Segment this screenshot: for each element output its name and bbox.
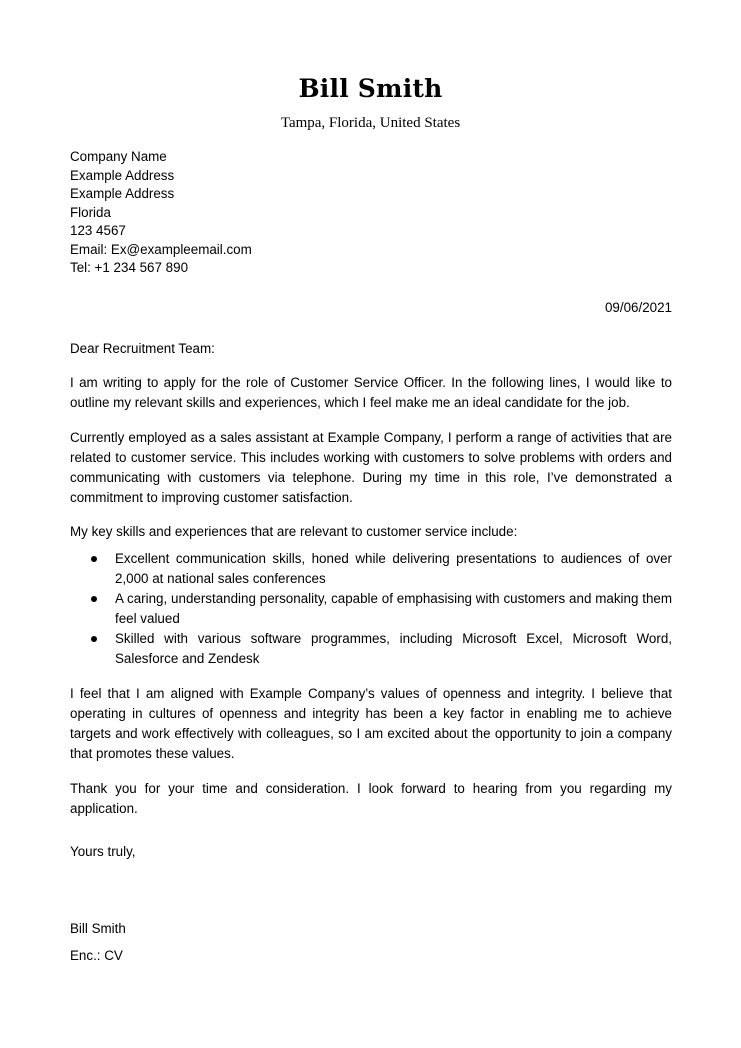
paragraph-thanks <box>70 779 672 819</box>
skill-text: Excellent communication skills, honed while delivering presentations to audiences of over 2,000 at national sales conferences <box>115 551 672 586</box>
paragraph-current-role <box>70 428 672 508</box>
recipient-postal-code: 123 4567 <box>70 223 126 238</box>
recipient-company-name: Company Name <box>70 149 167 164</box>
recipient-address-line-1: Example Address <box>70 167 175 183</box>
letter-date: 09/06/2021 <box>604 300 672 315</box>
paragraph-text: Currently employed as a sales assistant at Example Company, I perform a range of activities that are related to customer service. This includes working with customers to solve problems with orders and communicating with customers via telephone. During my time in this role, I’ve demonstrated a commitment to improving customer satisfaction. <box>70 430 672 505</box>
bullet-icon <box>91 596 97 602</box>
recipient-phone: Tel: +1 234 567 890 <box>70 260 189 275</box>
skills-list <box>70 549 672 669</box>
skill-text: A caring, understanding personality, capable of emphasising with customers and making them feel valued <box>115 591 672 626</box>
salutation: Dear Recruitment Team: <box>70 341 215 356</box>
paragraph-text: Thank you for your time and consideration. I look forward to hearing from you regarding my application. <box>70 781 672 816</box>
skill-text: Skilled with various software programmes, including Microsoft Excel, Microsoft Word, Salesforce and Zendesk <box>115 631 672 666</box>
paragraph-introduction <box>70 373 672 413</box>
bullet-icon <box>91 636 97 642</box>
applicant-location: Tampa, Florida, United States <box>280 115 461 131</box>
bullet-icon <box>91 556 97 562</box>
signature-name: Bill Smith <box>70 921 126 936</box>
paragraph-values <box>70 684 672 764</box>
paragraph-text: I feel that I am aligned with Example Company’s values of openness and integrity. I believe that operating in cultures of openness and integrity has been a key factor in enabling me to achieve targets and work effectively with colleagues, so I am excited about the opportunity to join a company that promotes these values. <box>70 686 672 761</box>
recipient-address-block <box>70 148 470 278</box>
paragraph-skills-intro <box>70 522 672 542</box>
paragraph-text: My key skills and experiences that are relevant to customer service include: <box>70 524 518 539</box>
skills-list-item <box>70 549 672 589</box>
recipient-address-line-2: Example Address <box>70 186 175 201</box>
skills-list-item <box>70 629 672 669</box>
recipient-state: Florida <box>70 204 111 220</box>
skills-list-item <box>70 589 672 629</box>
recipient-email: Email: Ex@exampleemail.com <box>70 241 252 257</box>
closing: Yours truly, <box>70 844 136 859</box>
applicant-name: Bill Smith <box>298 74 443 103</box>
enclosure-note: Enc.: CV <box>70 948 123 963</box>
paragraph-text: I am writing to apply for the role of Customer Service Officer. In the following lines, I would like to outline my relevant skills and experiences, which I feel make me an ideal candidate for the job. <box>70 375 672 410</box>
